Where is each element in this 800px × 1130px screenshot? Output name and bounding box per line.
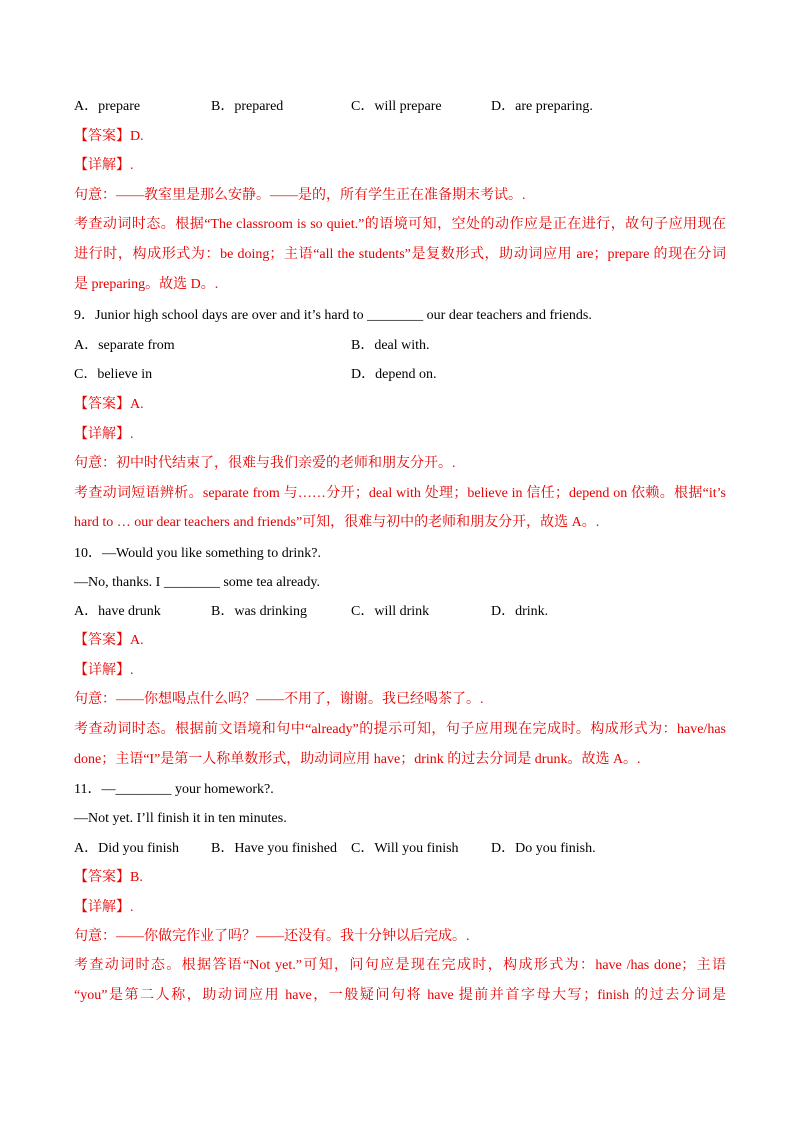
q8-detail-label: 【详解】. [74, 158, 134, 173]
q9-detail-label: 【详解】. [74, 427, 134, 442]
q8-option-b: B．prepared [211, 99, 284, 114]
q11-reply: —Not yet. I’ll finish it in ten minutes. [74, 811, 287, 826]
q8-meaning: 句意：——教室里是那么安静。——是的，所有学生正在准备期末考试。. [74, 188, 526, 203]
q9-meaning: 句意：初中时代结束了，很难与我们亲爱的老师和朋友分开。. [74, 456, 456, 471]
q9-option-b: B．deal with. [351, 338, 430, 353]
q11-option-c: C．Will you finish [351, 841, 459, 856]
q9-analysis-line-1: 考查动词短语辨析。separate from 与……分开；deal with 处理；believe in 信任；depend on 依赖。根据“it’s [74, 486, 726, 501]
q11-option-a: A．Did you finish [74, 841, 179, 856]
q11-option-b: B．Have you finished [211, 841, 337, 856]
q10-question: 10．—Would you like something to drink?. [74, 546, 321, 561]
q11-analysis-line-2: “you”是第二人称，助动词应用 have，一般疑问句将 have 提前并首字母大写；finish 的过去分词是 [74, 988, 726, 1003]
q10-option-d: D．drink. [491, 604, 549, 619]
q9-answer: 【答案】A. [74, 397, 144, 412]
q10-option-b: B．was drinking [211, 604, 308, 619]
q11-question: 11．—________ your homework?. [74, 782, 274, 797]
q10-detail-label: 【详解】. [74, 663, 134, 678]
q10-option-a: A．have drunk [74, 604, 161, 619]
q9-option-d: D．depend on. [351, 367, 437, 382]
q10-meaning: 句意：——你想喝点什么吗？——不用了，谢谢。我已经喝茶了。. [74, 692, 484, 707]
q10-reply: —No, thanks. I ________ some tea already. [74, 575, 320, 590]
q10-option-c: C．will drink [351, 604, 430, 619]
q8-option-d: D．are preparing. [491, 99, 593, 114]
q11-meaning: 句意：——你做完作业了吗？——还没有。我十分钟以后完成。. [74, 929, 470, 944]
q8-answer: 【答案】D. [74, 129, 144, 144]
q11-option-d: D．Do you finish. [491, 841, 596, 856]
q8-analysis-line-1: 考查动词时态。根据“The classroom is so quiet.”的语境可知，空处的动作应是正在进行，故句子应用现在 [74, 217, 726, 232]
q10-analysis-line-1: 考查动词时态。根据前文语境和句中“already”的提示可知，句子应用现在完成时。构成形式为：have/has [74, 722, 726, 737]
q11-answer: 【答案】B. [74, 870, 143, 885]
q8-option-c: C．will prepare [351, 99, 442, 114]
q8-analysis-line-3: 是 preparing。故选 D。. [74, 277, 219, 292]
q10-answer: 【答案】A. [74, 633, 144, 648]
q9-analysis-line-2: hard to … our dear teachers and friends”可知，很难与初中的老师和朋友分开，故选 A。. [74, 515, 600, 530]
q8-option-a: A．prepare [74, 99, 141, 114]
q11-detail-label: 【详解】. [74, 900, 134, 915]
q11-analysis-line-1: 考查动词时态。根据答语“Not yet.”可知，问句应是现在完成时，构成形式为：have /has done；主语 [74, 958, 726, 973]
q9-option-a: A．separate from [74, 338, 175, 353]
q9-option-c: C．believe in [74, 367, 153, 382]
q9-question: 9．Junior high school days are over and it’s hard to ________ our dear teachers and friends. [74, 308, 592, 323]
q8-analysis-line-2: 进行时，构成形式为：be doing；主语“all the students”是复数形式，助动词应用 are；prepare 的现在分词 [74, 247, 726, 262]
q10-analysis-line-2: done；主语“I”是第一人称单数形式，助动词应用 have；drink 的过去分词是 drunk。故选 A。. [74, 752, 641, 767]
